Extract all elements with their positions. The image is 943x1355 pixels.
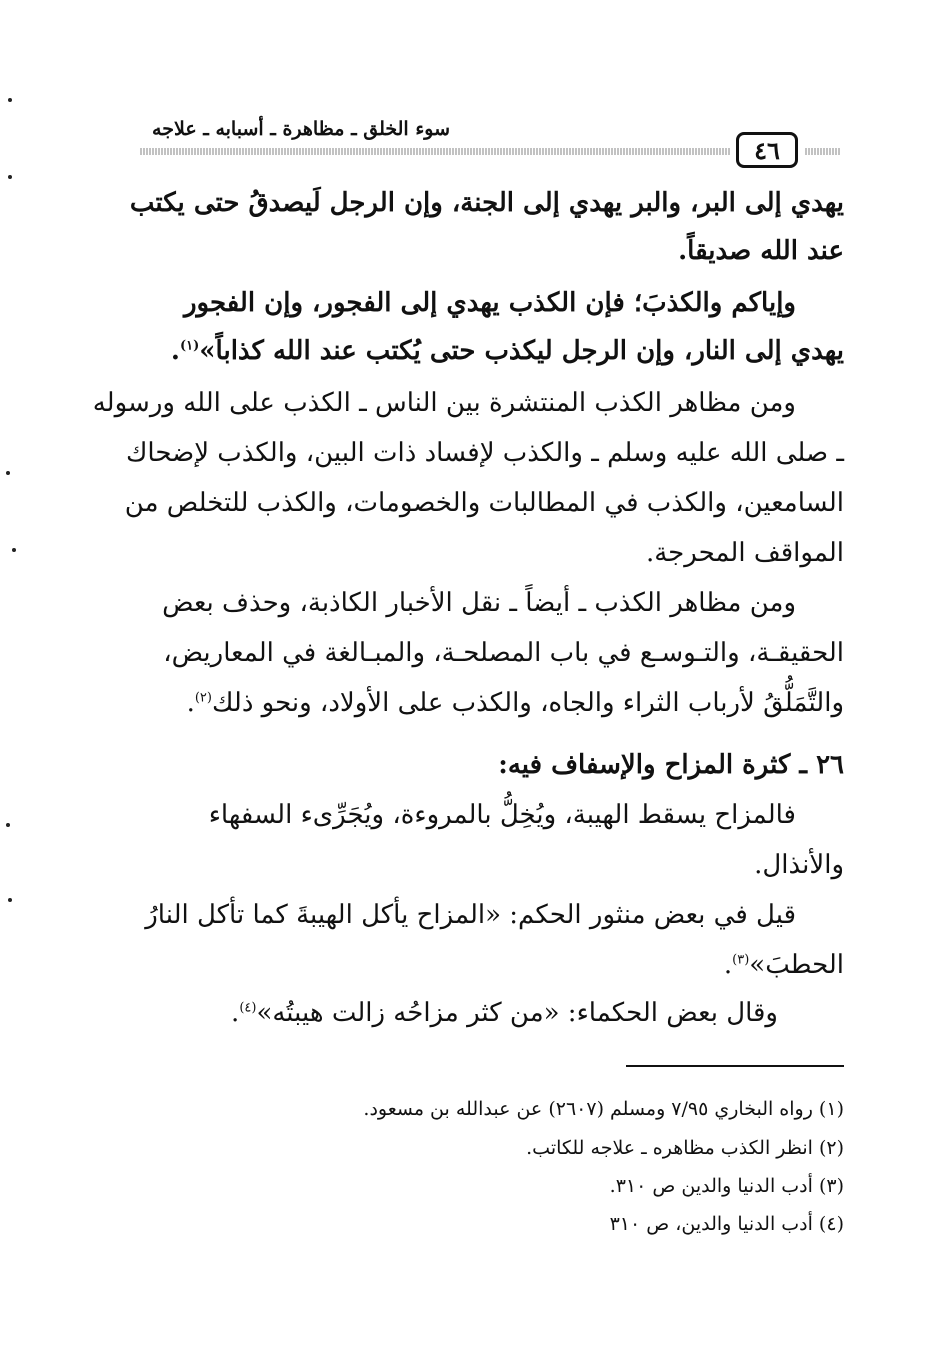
footnote: (١) رواه البخاري ٧/٩٥ ومسلم (٢٦٠٧) عن عبدالله بن مسعود. xyxy=(363,1098,844,1120)
scan-speck xyxy=(8,898,12,902)
scan-speck xyxy=(6,471,10,475)
body-line: الحطبَ»$^{(٣)}$. xyxy=(723,950,844,980)
scan-speck xyxy=(8,175,12,179)
body-line: السامعين، والكذب في المطالبات والخصومات، والكذب للتخلص من xyxy=(124,488,844,518)
body-line: وقال بعض الحكماء: «من كثر مزاحُه زالت هيبتُه»$^{(٤)}$. xyxy=(231,998,778,1028)
body-line: وإياكم والكذبَ؛ فإن الكذب يهدي إلى الفجور، وإن الفجور xyxy=(184,288,796,318)
footnote: (٢) انظر الكذب مظاهره ـ علاجه للكاتب. xyxy=(526,1137,844,1159)
section-heading: ٢٦ ـ كثرة المزاح والإسفاف فيه: xyxy=(498,750,844,780)
body-line: قيل في بعض منثور الحكم: «المزاح يأكل الهيبةَ كما تأكل النارُ xyxy=(145,900,796,930)
body-line: يهدي إلى النار، وإن الرجل ليكذب حتى يُكتب عند الله كذاباً»$^{(١)}$. xyxy=(170,336,844,366)
header-rule xyxy=(140,148,730,155)
scan-speck xyxy=(6,823,10,827)
footnote-separator xyxy=(626,1065,844,1067)
header-rule-right xyxy=(805,148,841,155)
body-line: والتَّمَلُّقُ لأرباب الثراء والجاه، والكذب على الأولاد، ونحو ذلك$^{(٢)}$. xyxy=(186,688,844,718)
body-line: ومن مظاهر الكذب ـ أيضاً ـ نقل الأخبار الكاذبة، وحذف بعض xyxy=(162,588,796,618)
running-header-title: سوء الخلق ـ مظاهرة ـ أسبابه ـ علاجه xyxy=(152,118,450,140)
body-line: ـ صلى الله عليه وسلم ـ والكذب لإفساد ذات البين، والكذب لإضحاك xyxy=(125,438,844,468)
body-line: ومن مظاهر الكذب المنتشرة بين الناس ـ الكذب على الله ورسوله xyxy=(92,388,796,418)
body-line: يهدي إلى البر، والبر يهدي إلى الجنة، وإن الرجل لَيصدقُ حتى يكتب xyxy=(129,188,844,218)
footnote-ref: (٢) xyxy=(194,690,212,706)
page-number: ٤٦ xyxy=(736,132,798,168)
body-line: عند الله صديقاً. xyxy=(678,236,844,266)
body-line: المواقف المحرجة. xyxy=(645,538,844,568)
scan-speck xyxy=(8,98,12,102)
body-line: فالمزاح يسقط الهيبة، ويُخِلُّ بالمروءة، ويُجَرِّىء السفهاء xyxy=(208,800,796,830)
body-line: الحقيقـة، والتـوسـع في باب المصلحـة، والمبـالغة في المعاريض، xyxy=(163,638,844,668)
body-line: والأنذال. xyxy=(754,850,844,880)
footnote: (٤) أدب الدنيا والدين، ص ٣١٠ xyxy=(609,1213,844,1235)
footnote-ref: (٤) xyxy=(239,1000,257,1016)
scan-speck xyxy=(12,548,16,552)
footnote-ref: (٣) xyxy=(732,952,750,968)
footnote: (٣) أدب الدنيا والدين ص ٣١٠. xyxy=(609,1175,844,1197)
footnote-ref: (١) xyxy=(179,338,200,354)
